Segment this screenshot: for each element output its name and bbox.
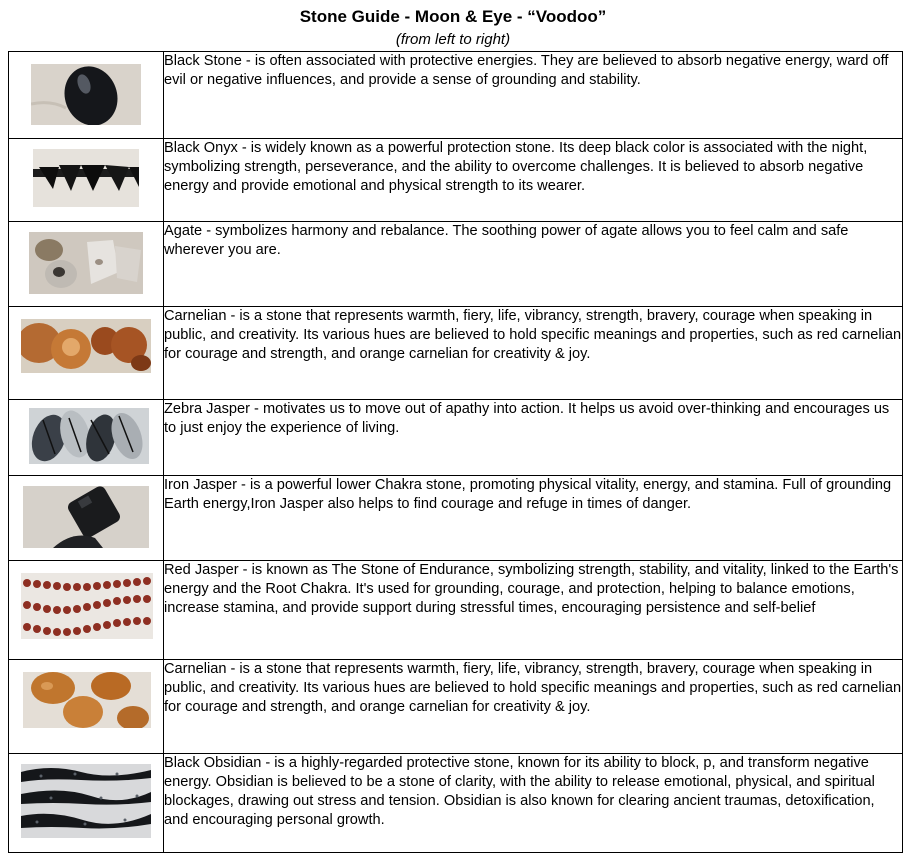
table-row xyxy=(9,754,903,853)
stone-description: Iron Jasper - is a powerful lower Chakra stone, promoting physical vitality, energy, and stamina. Full of grounding Earth energy,Iron Jasper also helps to find courage and refuge in times of danger. xyxy=(164,476,903,561)
red-jasper-photo xyxy=(21,573,153,639)
table-row xyxy=(9,307,903,400)
iron-jasper-photo xyxy=(23,486,149,548)
stone-guide-table xyxy=(8,51,903,853)
zebra-jasper-photo xyxy=(29,408,149,464)
stone-description: Black Onyx - is widely known as a powerful protection stone. Its deep black color is associated with the night, symbolizing strength, perseverance, and the ability to overcome challenges. It is believed to absorb negative energy and provide emotional and physical strength to its wearer. xyxy=(164,139,903,222)
stone-description: Black Obsidian - is a highly-regarded protective stone, known for its ability to block, p, and transform negative energy. Obsidian is believed to be a stone of clarity, with the ability to release emotional, physical, and spiritual blockages, drawing out stress and tension. Obsidian is also known for clearing ancient traumas, detoxification, and encouraging personal growth. xyxy=(164,754,903,853)
table-row xyxy=(9,660,903,754)
stone-photo-cell xyxy=(9,52,164,139)
black-onyx-photo xyxy=(33,149,139,207)
black-obsidian-photo xyxy=(21,764,151,838)
page-subtitle: (from left to right) xyxy=(395,31,511,48)
stone-photo-cell xyxy=(9,400,164,476)
table-row xyxy=(9,476,903,561)
carnelian-photo xyxy=(23,672,151,728)
table-row xyxy=(9,561,903,660)
stone-description: Agate - symbolizes harmony and rebalance. The soothing power of agate allows you to feel calm and safe wherever you are. xyxy=(164,222,903,307)
stone-description: Black Stone - is often associated with protective energies. They are believed to absorb negative energy, ward off evil or negative influences, and provide a sense of grounding and stability. xyxy=(164,52,903,139)
stone-description: Carnelian - is a stone that represents warmth, fiery, life, vibrancy, strength, bravery, courage when speaking in public, and creativity. Its various hues are believed to hold specific meanings and properties, such as red carnelian for courage and strength, and orange carnelian for creativity & joy. xyxy=(164,307,903,400)
table-row xyxy=(9,400,903,476)
stone-photo-cell xyxy=(9,561,164,660)
page-title: Stone Guide - Moon & Eye - “Voodoo” xyxy=(299,7,607,26)
stone-photo-cell xyxy=(9,660,164,754)
table-row xyxy=(9,52,903,139)
table-row xyxy=(9,139,903,222)
stone-photo-cell xyxy=(9,222,164,307)
stone-description: Red Jasper - is known as The Stone of Endurance, symbolizing strength, stability, and vitality, linked to the Earth's energy and the Root Chakra. It's used for grounding, courage, and protection, helping to balance emotions, increase stamina, and provide support during stressful times, encouraging persistence and self-belief xyxy=(164,561,903,660)
stone-photo-cell xyxy=(9,307,164,400)
black-stone-photo xyxy=(31,64,141,125)
stone-description: Zebra Jasper - motivates us to move out of apathy into action. It helps us avoid over-thinking and encourages us to just enjoy the experience of living. xyxy=(164,400,903,476)
stone-description: Carnelian - is a stone that represents warmth, fiery, life, vibrancy, strength, bravery, courage when speaking in public, and creativity. Its various hues are believed to hold specific meanings and properties, such as red carnelian for courage and strength, and orange carnelian for creativity & joy. xyxy=(164,660,903,754)
stone-photo-cell xyxy=(9,476,164,561)
agate-photo xyxy=(29,232,143,294)
table-row xyxy=(9,222,903,307)
carnelian-photo xyxy=(21,319,151,373)
stone-photo-cell xyxy=(9,754,164,853)
stone-photo-cell xyxy=(9,139,164,222)
